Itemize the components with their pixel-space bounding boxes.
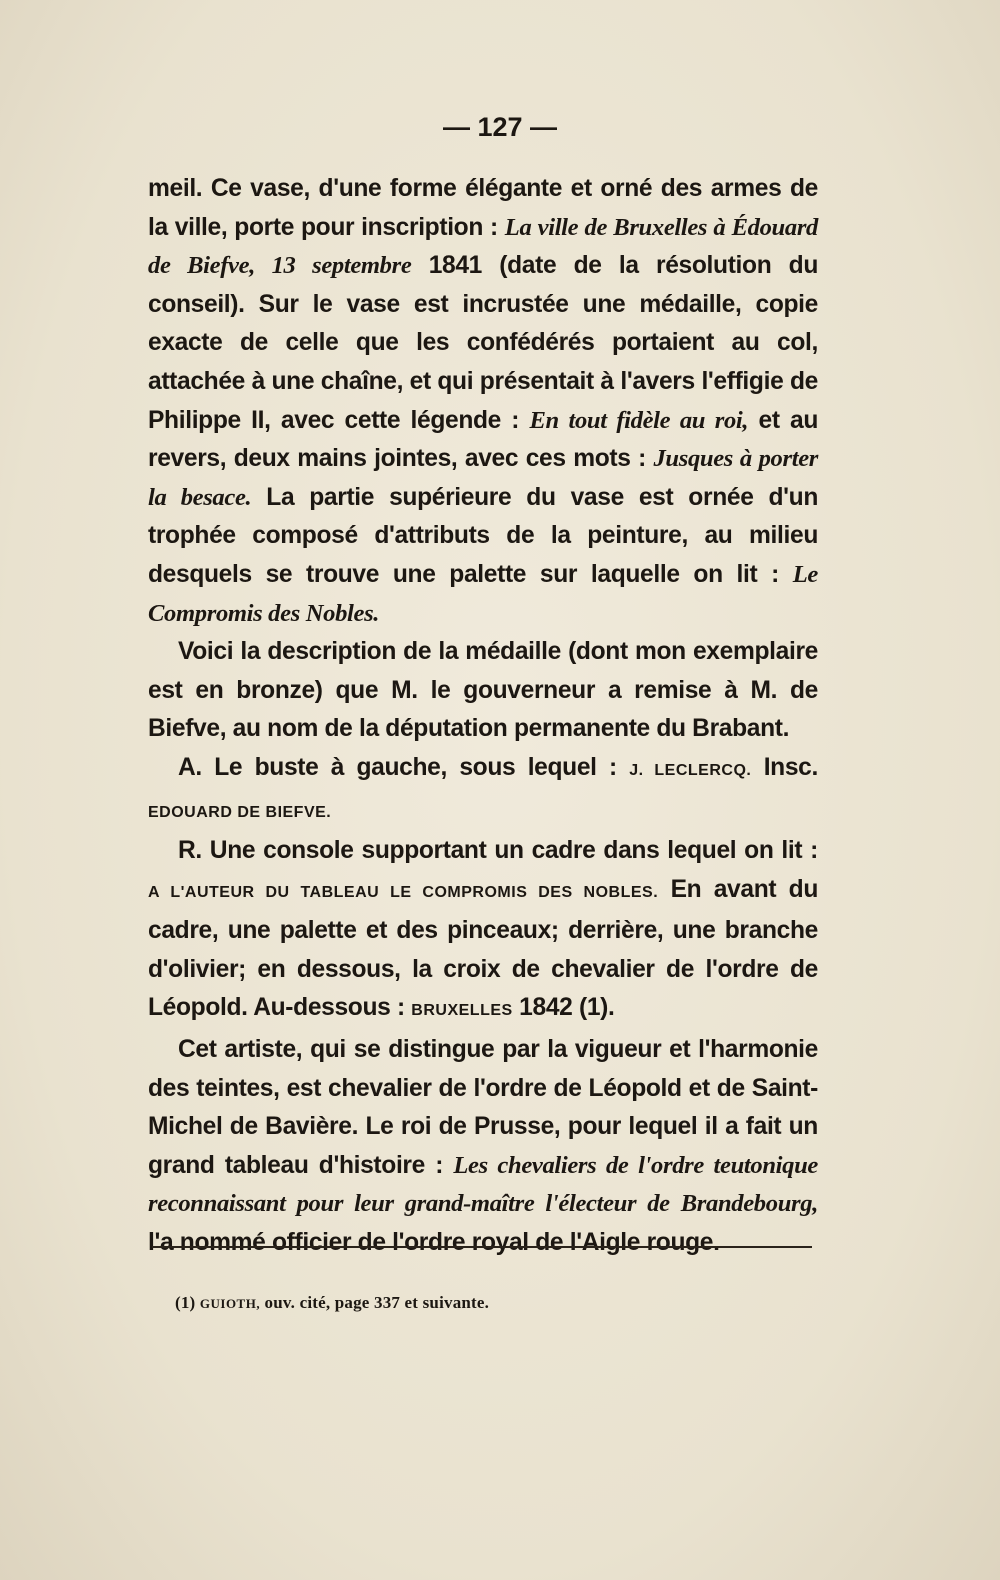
small-caps-signature: J. LECLERCQ. xyxy=(629,761,752,779)
italic-title: Le Compromis des Nobles. xyxy=(148,560,818,627)
text-run: 1841 (date de la résolution du conseil). Sur le vase est incrustée une médaille, copie exacte de celle que les confédérés portaient au col, attachée à une chaîne, et qui présentait à l'avers l'effigie de Philippe II, avec cette légende : xyxy=(148,252,818,434)
text-run: En avant du cadre, une palette et des pinceaux; derrière, une branche d'olivier; en dessous, la croix de chevalier de l'ordre de Léopold. Au-dessous : xyxy=(148,875,818,1022)
italic-painting-title: Les chevaliers de l'ordre teutonique reconnaissant pour leur grand-maître l'électeur de Brandebourg, xyxy=(148,1151,818,1218)
small-caps-inscription: EDOUARD DE BIEFVE. xyxy=(148,803,332,821)
page-number: — 127 — xyxy=(442,112,558,142)
text-run: R. Une console supportant un cadre dans lequel on lit : xyxy=(178,837,818,865)
italic-inscription: La ville de Bruxelles à Édouard de Biefve, 13 septembre xyxy=(148,213,818,280)
italic-legend: En tout fidèle au roi, xyxy=(529,406,749,434)
paragraph-5 xyxy=(148,1031,818,1263)
small-caps-inscription: A L'AUTEUR DU TABLEAU LE COMPROMIS DES NOBLES. xyxy=(148,883,659,901)
text-run: meil. Ce vase, d'une forme élégante et orné des armes de la ville, porte pour inscription : xyxy=(148,175,818,241)
italic-motto: Jusques à porter la besace. xyxy=(148,445,818,511)
text-run: La partie supérieure du vase est ornée d'un trophée composé d'attributs de la peinture, au milieu desquels se trouve une palette sur laquelle on lit : xyxy=(148,483,819,588)
text-run: Insc. xyxy=(751,753,818,781)
text-run: Cet artiste, qui se distingue par la vigueur et l'harmonie des teintes, est chevalier de l'ordre de Léopold et de Saint-Michel de Bavière. Le roi de Prusse, pour lequel il a fait un grand tableau d'histoire : xyxy=(148,1036,818,1179)
text-run: 1842 (1). xyxy=(512,994,615,1022)
footnote xyxy=(175,1293,489,1313)
paragraph-1 xyxy=(148,170,818,633)
paragraph-4 xyxy=(148,832,818,1031)
text-run: et au revers, deux mains jointes, avec ces mots : xyxy=(148,406,818,473)
footnote-text: ouv. cité, page 337 et suivante. xyxy=(260,1293,490,1312)
paragraph-2: Voici la description de la médaille (dont mon exemplaire est en bronze) que M. le gouverneur a remise à M. de Biefve, au nom de la députation permanente du Brabant. xyxy=(148,638,818,743)
paragraph-3 xyxy=(148,749,818,832)
small-caps-place: BRUXELLES xyxy=(411,1002,513,1020)
footnote-author: GUIOTH, xyxy=(199,1296,261,1311)
footnote-mark: (1) xyxy=(175,1293,196,1312)
text-run: l'a nommé officier de l'ordre royal de l'Aigle rouge. xyxy=(148,1229,720,1257)
footnote-rule xyxy=(152,1246,812,1248)
text-run: A. Le buste à gauche, sous lequel : xyxy=(178,753,630,781)
body-text xyxy=(148,170,818,1263)
